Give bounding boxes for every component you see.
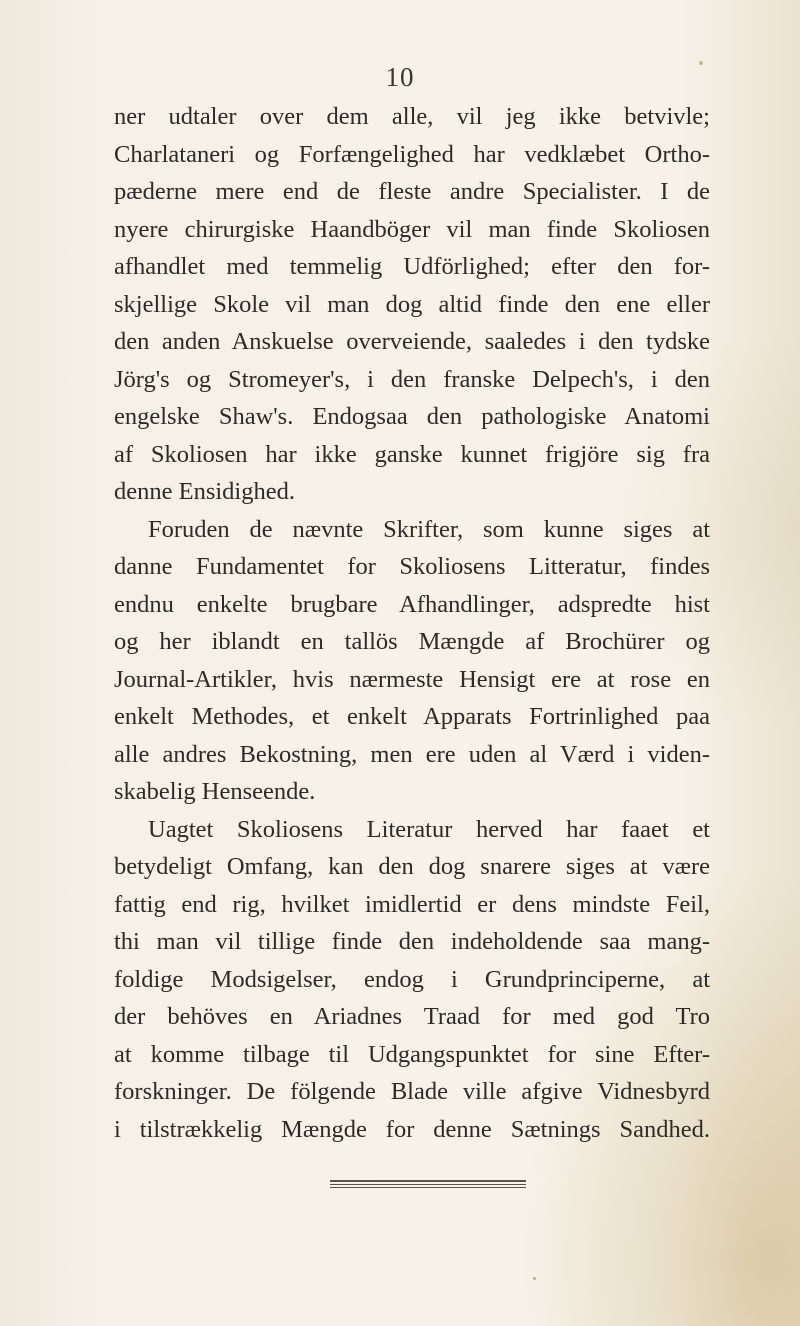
text-line: thi man vil tillige finde den indeholdende saa mang- xyxy=(114,928,710,955)
rule-line xyxy=(330,1184,526,1185)
text-line: af Skoliosen har ikke ganske kunnet frigjöre sig fra xyxy=(114,440,710,468)
text-line: alle andres Bekostning, men ere uden al Værd i viden- xyxy=(114,740,710,768)
text-line: Journal-Artikler, hvis nærmeste Hensigt ere at rose en xyxy=(114,665,710,693)
text-line: og her iblandt en tallös Mængde af Brochürer og xyxy=(114,628,710,655)
rule-line xyxy=(330,1180,526,1182)
text-line: Uagtet Skoliosens Literatur herved har faaet et xyxy=(148,815,710,843)
text-line: nyere chirurgiske Haandböger vil man finde Skoliosen xyxy=(114,215,710,243)
text-line: endnu enkelte brugbare Afhandlinger, adspredte hist xyxy=(114,590,710,618)
body-text xyxy=(114,98,710,1148)
text-line: pæderne mere end de fleste andre Specialister. I de xyxy=(114,178,710,205)
closing-rule xyxy=(330,1180,526,1190)
text-line: at komme tilbage til Udgangspunktet for sine Efter- xyxy=(114,1040,710,1068)
text-line: den anden Anskuelse overveiende, saaledes i den tydske xyxy=(114,328,710,355)
text-line: ner udtaler over dem alle, vil jeg ikke betvivle; xyxy=(114,103,710,130)
text-line: Jörg's og Stromeyer's, i den franske Delpech's, i den xyxy=(114,365,710,393)
text-line: enkelt Methodes, et enkelt Apparats Fortrinlighed paa xyxy=(114,703,710,730)
text-line: i tilstrækkelig Mængde for denne Sætnings Sandhed. xyxy=(114,1115,710,1143)
text-line: der behöves en Ariadnes Traad for med god Tro xyxy=(114,1003,710,1030)
text-line: afhandlet med temmelig Udförlighed; efter den for- xyxy=(114,253,710,280)
text-line: forskninger. De fölgende Blade ville afgive Vidnesbyrd xyxy=(114,1078,710,1105)
page-number: 10 xyxy=(385,62,415,92)
text-line: Charlataneri og Forfængelighed har vedklæbet Ortho- xyxy=(114,140,710,168)
paper-speck xyxy=(699,61,703,65)
text-line: denne Ensidighed. xyxy=(114,478,295,505)
paper-speck xyxy=(533,1277,536,1280)
text-line: danne Fundamentet for Skoliosens Litteratur, findes xyxy=(114,553,710,580)
text-line: foldige Modsigelser, endog i Grundprinciperne, at xyxy=(114,965,710,993)
text-line: engelske Shaw's. Endogsaa den pathologiske Anatomi xyxy=(114,403,710,430)
text-line: skjellige Skole vil man dog altid finde den ene eller xyxy=(114,290,710,318)
rule-line xyxy=(330,1187,526,1188)
text-line: fattig end rig, hvilket imidlertid er dens mindste Feil, xyxy=(114,890,710,918)
text-line: betydeligt Omfang, kan den dog snarere siges at være xyxy=(114,853,710,880)
text-line: skabelig Henseende. xyxy=(114,778,316,805)
text-line: Foruden de nævnte Skrifter, som kunne siges at xyxy=(148,515,710,543)
